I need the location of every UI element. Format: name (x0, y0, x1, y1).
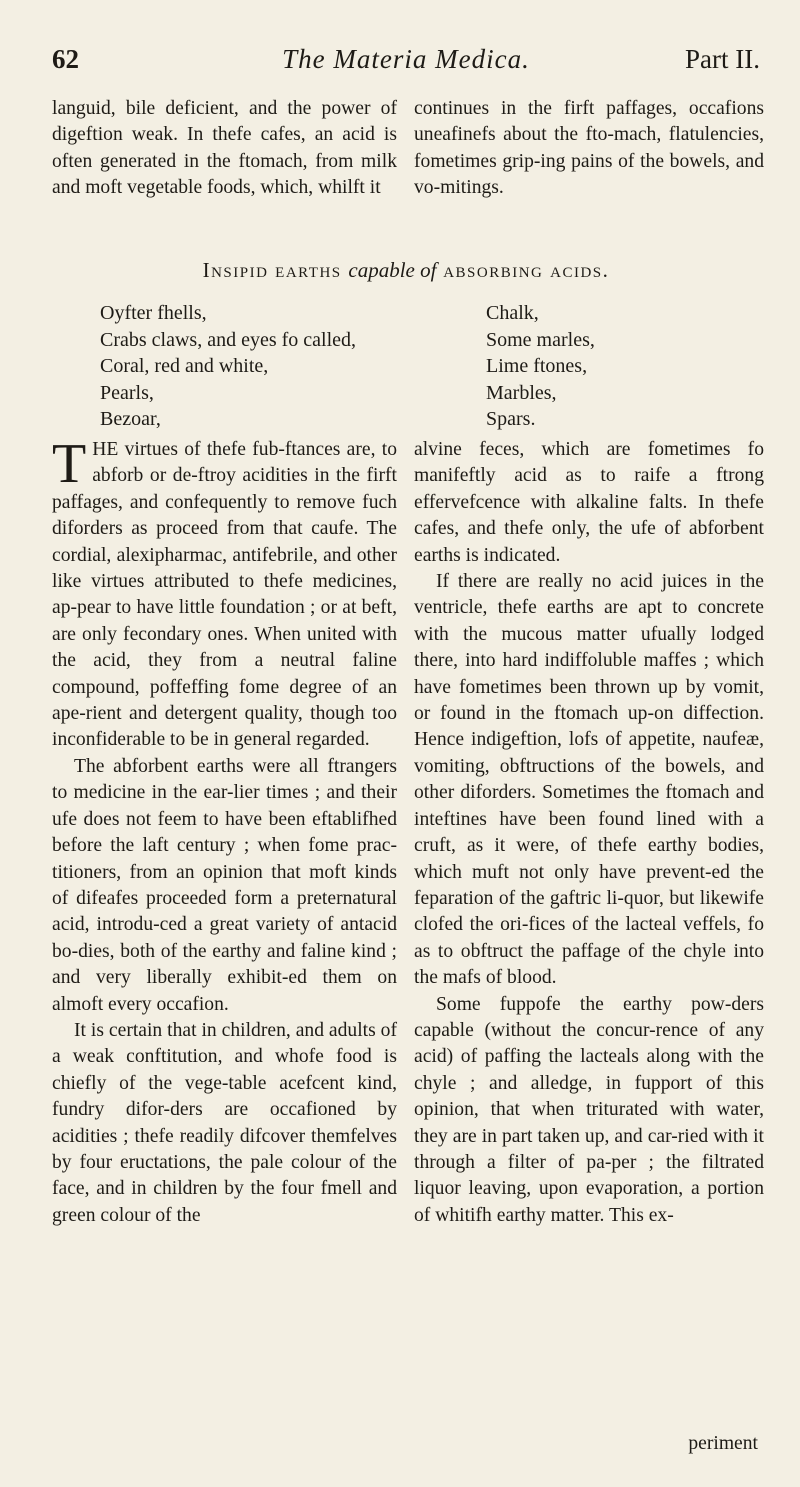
list-item: Coral, red and white, (100, 355, 269, 377)
running-title: The Materia Medica. (282, 44, 530, 74)
top-right-column (414, 96, 764, 202)
list-item: Oyfter fhells, (100, 302, 207, 324)
top-right-paragraph: continues in the firft paffages, occafions uneafinefs about the fto-mach, flatulencies, fometimes grip-ing pains of the bowels, and vo-mitings. (414, 98, 764, 199)
list-item: Pearls, (100, 381, 154, 404)
list-item: Marbles, (486, 381, 557, 404)
page-number: 62 (52, 44, 79, 74)
catchword: periment (688, 1433, 758, 1454)
list-item: Some marles, (486, 328, 595, 351)
list-item: Bezoar, (100, 408, 161, 430)
body-paragraph: It is certain that in children, and adults of a weak conftitution, and whofe food is chiefly of the vege-table acefcent kind, fundry difor-ders are occafioned by acidities ; thefe readily difcover themfelves by four eructations, the pale colour of the face, and in children by the four fmell and green colour of the (52, 1019, 397, 1226)
top-left-column (52, 96, 397, 202)
page-header (52, 44, 760, 88)
body-right-column (414, 437, 764, 1229)
substance-list-left (100, 300, 356, 433)
list-item: Spars. (486, 408, 536, 430)
body-left-column (52, 433, 397, 1229)
body-paragraph: alvine feces, which are fometimes fo manifeftly acid as to raife a ftrong effervefcence with alkaline falts. In thefe cafes, and thefe only, the ufe of abforbent earths is indicated. (414, 439, 764, 566)
body-paragraph: If there are really no acid juices in the ventricle, thefe earths are apt to concrete with the mucous matter ufually lodged there, into hard indiffoluble maffes ; which have fometimes been thrown up by vomit, or found in the ftomach up-on diffection. Hence indigeftion, lofs of appetite, naufeæ, vomiting, obftructions of the bowels, and other diforders. Sometimes the ftomach and inteftines have been found lined with a cruft, as it were, of thefe earthy bodies, which muft not only have prevent-ed the feparation of the gaftric li-quor, but likewife clofed the ori-fices of the lacteal veffels, fo as to obftruct the paffage of the chyle into the mafs of blood. (414, 571, 764, 989)
list-item: Lime ftones, (486, 355, 588, 377)
list-item: Chalk, (486, 302, 539, 324)
top-left-paragraph: languid, bile deficient, and the power of digeftion weak. In thefe cafes, an acid is often generated in the ftomach, from milk and moft vegetable foods, which, whilft it (52, 98, 397, 199)
body-paragraph: Some fuppofe the earthy pow-ders capable (without the concur-rence of any acid) of paffing the lacteals along with the chyle ; and alledge, in fupport of this opinion, that when triturated with water, they are in part taken up, and car-ried with it through a filter of pa-per ; the filtrated liquor leaving, upon evaporation, a portion of whitifh earthy matter. This ex- (414, 993, 764, 1226)
section-heading: Insipid earths capable of absorbing acids. (202, 258, 610, 282)
body-paragraph: The abforbent earths were all ftrangers to medicine in the ear-lier times ; and their ufe does not feem to have been eftablifhed before the laft century ; when fome prac-titioners, from an opinion that moft kinds of difeafes proceeded form a preternatural acid, introdu-ced a great variety of antacid bo-dies, both of the earthy and faline kind ; and very liberally exhibit-ed them on almoft every occafion. (52, 755, 397, 1015)
drop-cap: T (52, 433, 87, 495)
substance-list-right (486, 300, 595, 433)
body-paragraph: THE virtues of thefe fub-ftances are, to abforb or de-ftroy acidities in the firft paffages, and confequently to remove fuch diforders as proceed from that caufe. The cordial, alexipharmac, antifebrile, and other like virtues attributed to thefe medicines, ap-pear to have little foundation ; or at beft, are only fecondary ones. When united with the acid, they from a neutral faline compound, poffeffing fome degree of an ape-rient and detergent quality, though too inconfiderable to be in general regarded. (52, 433, 397, 751)
list-item: Crabs claws, and eyes fo called, (100, 328, 357, 351)
part-label: Part II. (685, 44, 760, 74)
